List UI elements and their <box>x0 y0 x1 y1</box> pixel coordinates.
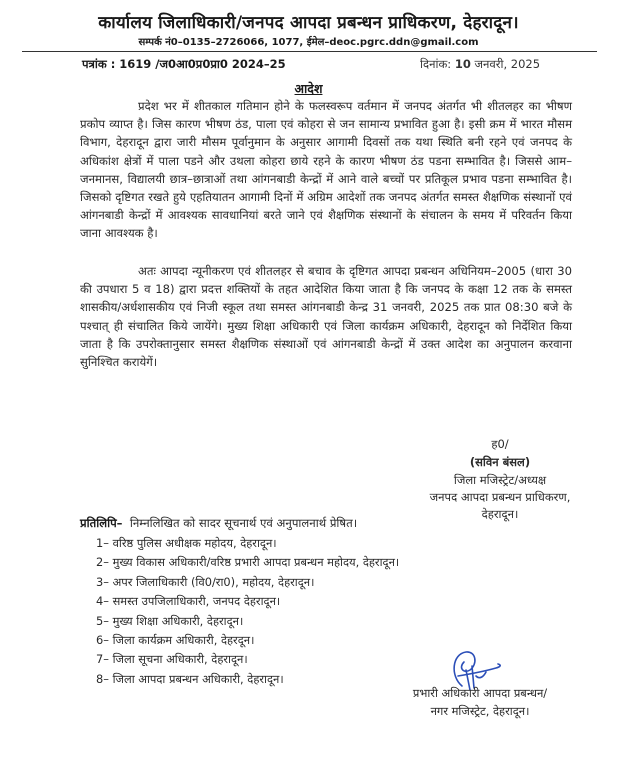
signed-mark: ह0/ <box>491 437 509 451</box>
second-signatory-line-1: प्रभारी अधिकारी आपदा प्रबन्धन/ <box>412 686 548 700</box>
signatory-designation: जिला मजिस्ट्रेट/अध्यक्ष <box>453 473 547 487</box>
date-month-year: जनवरी, 2025 <box>474 57 541 71</box>
header-divider <box>22 51 597 52</box>
list-item: 6– जिला कार्यक्रम अधिकारी, देहरदून। <box>96 633 255 648</box>
list-item: 1– वरिष्ठ पुलिस अधीक्षक महोदय, देहरादून। <box>96 536 277 550</box>
recipient-list <box>96 534 399 689</box>
reference-number: पत्रांक : 1619 /ज0आ0प्र0प्रा0 2024–25 <box>82 57 286 71</box>
date-day: 10 <box>454 57 471 71</box>
list-item: 3– अपर जिलाधिकारी (वि0/रा0), महोदय, देहरादून। <box>96 574 315 589</box>
date-label: दिनांक: <box>420 57 452 71</box>
list-item: 8– जिला आपदा प्रबन्धन अधिकारी, देहरादून। <box>96 671 284 686</box>
copy-to-heading <box>80 516 357 531</box>
order-paragraph-2 <box>80 262 572 371</box>
paragraph-2-text: अतः आपदा न्यूनीकरण एवं शीतलहर से बचाव के दृष्टिगत आपदा प्रबन्धन अधिनियम–2005 (धारा 30 की उपधारा 5 व 18) द्वारा प्रदत्त शक्तियों के तहत आदेशित किया जाता है कि जनपद के कक्षा 12 तक के समस्त शासकीय/अर्धशासकीय एवं निजी स्कूल तथा समस्त आंगनबाडी केन्द्र 31 जनवरी, 2025 तक प्रात 08:30 बजे के पश्चात् ही संचालित किये जायेंगे। मुख्य शिक्षा अधिकारी एवं जिला कार्यक्रम अधिकारी, देहरादून को निर्देशित किया जाता है कि उपरोक्तानुसार समस्त शैक्षणिक संस्थाओं एवं आंगनबाडी केन्द्रों में उक्त आदेश का अनुपालन करवाना सुनिश्चित करायेगें। <box>80 264 572 370</box>
order-paragraph-1 <box>80 97 572 243</box>
signatory-authority: जनपद आपदा प्रबन्धन प्राधिकरण, <box>429 490 571 504</box>
list-item: 2– मुख्य विकास अधिकारी/वरिष्ठ प्रभारी आपदा प्रबन्धन महोदय, देहरादून। <box>96 555 400 570</box>
copy-label: प्रतिलिपि– <box>80 516 123 530</box>
signatory-name: (सविन बंसल) <box>469 455 531 469</box>
list-item: 4– समस्त उपजिलाधिकारी, जनपद देहरादून। <box>96 594 281 609</box>
second-signatory-line-2: नगर मजिस्ट्रेट, देहरादून। <box>430 704 530 718</box>
office-title: कार्यालय जिलाधिकारी/जनपद आपदा प्रबन्धन प्राधिकरण, देहरादून। <box>98 13 519 33</box>
date <box>420 57 540 72</box>
contact-line: सम्पर्क नं0–0135–2726066, 1077, ईमेल–deoc.pgrc.ddn@gmail.com <box>138 37 479 48</box>
copy-intro: निम्नलिखित को सादर सूचनार्थ एवं अनुपालनार्थ प्रेषित। <box>129 516 358 530</box>
signatory-place: देहरादून। <box>481 507 519 521</box>
list-item: 7– जिला सूचना अधिकारी, देहरादून। <box>96 652 248 667</box>
paragraph-1-text: प्रदेश भर में शीतकाल गतिमान होने के फलस्वरूप वर्तमान में जनपद अंतर्गत भी शीतलहर का भीषण प्रकोप व्याप्त है। जिस कारण भीषण ठंड, पाला एवं कोहरा से जन सामान्य प्रभावित हुआ है। इसी क्रम में भारत मौसम विभाग, देहरादून द्वारा जारी मौसम पूर्वानुमान के अनुसार आगामी दिवसों तक यथा स्थिति बनी रहने एवं जनपद के अधिकांश क्षेत्रों में पाला पडने और उथला कोहरा छाये रहने के कारण भीषण ठंड पडना सम्भावित है। जिससे आम–जनमानस, विद्यालयी छात्र–छात्राओं तथा आंगनबाडी केन्द्रों में आने वाले बच्चों पर प्रतिकूल प्रभाव पडना सम्भावित है। जिसको दृष्टिगत रखते हुये एहतियातन आगामी दिनों में अग्रिम आदेशों तक जनपद अंतर्गत समस्त शैक्षणिक संस्थानों एवं आंगनबाडी केन्द्रों में आवश्यक सावधानियां बरते जाने एवं शैक्षणिक संस्थानों के संचालन के समय में परिवर्तन किया जाना आवश्यक है। <box>80 99 572 241</box>
order-heading: आदेश <box>294 81 323 96</box>
list-item: 5– मुख्य शिक्षा अधिकारी, देहरादून। <box>96 613 244 628</box>
